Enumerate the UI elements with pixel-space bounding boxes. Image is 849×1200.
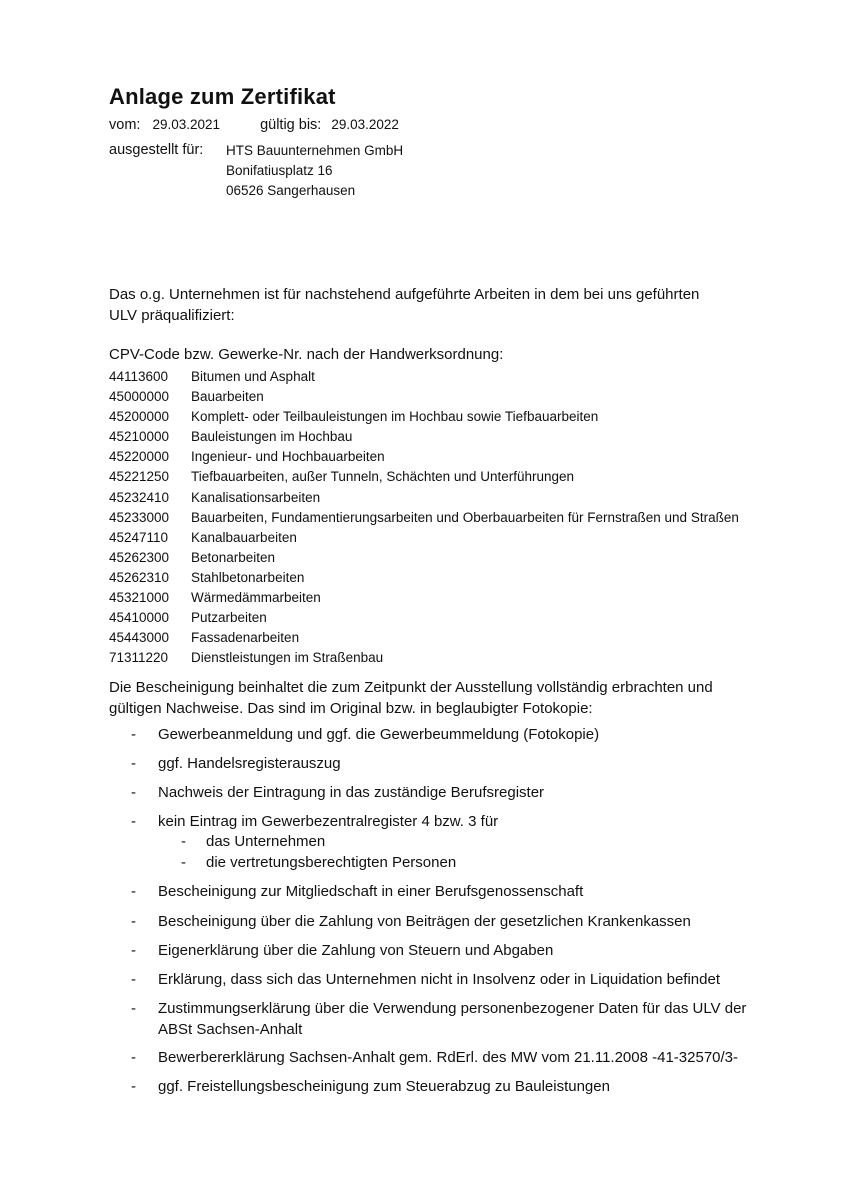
list-item-text: Bescheinigung zur Mitgliedschaft in einer Berufsgenossenschaft	[158, 883, 584, 900]
intro-paragraph: Das o.g. Unternehmen ist für nachstehend aufgeführte Arbeiten in dem bei uns geführten ULV präqualifiziert:	[109, 286, 700, 324]
issued-for-label: ausgestellt für:	[109, 142, 204, 158]
cpv-code: 45443000	[109, 630, 170, 646]
cpv-description: Komplett- oder Teilbauleistungen im Hochbau sowie Tiefbauarbeiten	[191, 409, 599, 425]
cpv-code: 45210000	[109, 429, 170, 445]
cpv-row	[109, 488, 789, 508]
cpv-code: 45220000	[109, 449, 170, 465]
dash-bullet: -	[131, 813, 136, 830]
cpv-description: Bitumen und Asphalt	[191, 369, 315, 384]
dash-bullet: -	[131, 971, 136, 988]
list-item-text: ggf. Handelsregisterauszug	[158, 755, 341, 772]
dash-bullet: -	[131, 942, 136, 959]
company-street: Bonifatiusplatz 16	[226, 163, 333, 178]
list-item-text: ggf. Freistellungsbescheinigung zum Steuerabzug zu Bauleistungen	[158, 1078, 610, 1095]
dash-bullet: -	[131, 1049, 136, 1066]
cpv-row	[109, 508, 789, 528]
dash-bullet: -	[131, 883, 136, 900]
dash-bullet: -	[131, 784, 136, 801]
dash-bullet: -	[131, 913, 136, 930]
cpv-description: Kanalisationsarbeiten	[191, 489, 321, 505]
cpv-description: Bauleistungen im Hochbau	[191, 429, 353, 445]
company-name: HTS Bauunternehmen GmbH	[226, 143, 404, 158]
from-date: 29.03.2021	[152, 117, 221, 132]
cpv-description: Putzarbeiten	[191, 610, 267, 626]
list-item-text: Bescheinigung über die Zahlung von Beiträgen der gesetzlichen Krankenkassen	[158, 913, 691, 930]
cpv-code: 45200000	[109, 409, 170, 425]
cpv-description: Betonarbeiten	[191, 549, 276, 565]
cpv-code: 45321000	[109, 590, 170, 606]
sub-list-item-text: das Unternehmen	[206, 833, 326, 850]
cpv-description: Wärmedämmarbeiten	[191, 590, 321, 606]
cpv-row	[109, 628, 789, 648]
cpv-code: 45262300	[109, 549, 170, 565]
list-item-text: kein Eintrag im Gewerbezentralregister 4 bzw. 3 für	[158, 813, 499, 830]
cpv-list	[109, 367, 789, 668]
list-item-text: Zustimmungserklärung über die Verwendung personenbezogener Daten für das ULV der ABSt Sachsen-Anhalt	[158, 1000, 747, 1038]
cpv-row	[109, 427, 789, 447]
cpv-code: 45247110	[109, 529, 169, 545]
cpv-description: Dienstleistungen im Straßenbau	[191, 650, 384, 666]
dash-bullet: -	[181, 833, 186, 850]
from-label: vom:	[109, 117, 141, 133]
cpv-code: 45232410	[109, 489, 170, 505]
cpv-code: 45000000	[109, 389, 170, 405]
dash-bullet: -	[131, 1000, 136, 1017]
dash-bullet: -	[131, 726, 136, 743]
cpv-heading: CPV-Code bzw. Gewerke-Nr. nach der Handwerksordnung:	[109, 346, 504, 363]
list-item-text: Nachweis der Eintragung in das zuständige Berufsregister	[158, 784, 545, 801]
list-item-text: Bewerbererklärung Sachsen-Anhalt gem. RdErl. des MW vom 21.11.2008 -41-32570/3-	[158, 1049, 739, 1066]
cpv-code: 44113600	[109, 369, 169, 384]
cpv-code: 45410000	[109, 610, 170, 626]
cpv-description: Tiefbauarbeiten, außer Tunneln, Schächten und Unterführungen	[191, 469, 575, 485]
dash-bullet: -	[181, 854, 186, 871]
cpv-row	[109, 387, 789, 407]
cpv-description: Stahlbetonarbeiten	[191, 569, 305, 585]
dash-bullet: -	[131, 755, 136, 772]
cpv-row	[109, 367, 789, 387]
validity-line	[109, 117, 399, 133]
cpv-description: Kanalbauarbeiten	[191, 529, 297, 545]
certificate-note: Die Bescheinigung beinhaltet die zum Zeitpunkt der Ausstellung vollständig erbrachten und gültigen Nachweise. Das sind im Original bzw. in beglaubigter Fotokopie:	[109, 679, 713, 717]
list-item-text: Gewerbeanmeldung und ggf. die Gewerbeummeldung (Fotokopie)	[158, 726, 600, 743]
cpv-code: 45221250	[109, 469, 170, 485]
cpv-row	[109, 588, 789, 608]
cpv-description: Fassadenarbeiten	[191, 630, 300, 646]
cpv-description: Bauarbeiten, Fundamentierungsarbeiten und Oberbauarbeiten für Fernstraßen und Straßen	[191, 509, 739, 525]
document-title: Anlage zum Zertifikat	[109, 84, 336, 109]
cpv-row	[109, 528, 789, 548]
valid-date: 29.03.2022	[331, 117, 399, 132]
cpv-code: 45233000	[109, 509, 170, 525]
cpv-row	[109, 608, 789, 628]
cpv-code: 71311220	[109, 650, 169, 666]
cpv-description: Bauarbeiten	[191, 389, 264, 405]
cpv-row	[109, 447, 789, 467]
cpv-code: 45262310	[109, 569, 170, 585]
dash-bullet: -	[131, 1078, 136, 1095]
cpv-row	[109, 467, 789, 487]
cpv-row	[109, 648, 789, 668]
company-city: 06526 Sangerhausen	[226, 183, 356, 198]
cpv-row	[109, 568, 789, 588]
cpv-row	[109, 407, 789, 427]
list-item-text: Erklärung, dass sich das Unternehmen nicht in Insolvenz oder in Liquidation befindet	[158, 971, 721, 988]
cpv-row	[109, 548, 789, 568]
sub-list-item-text: die vertretungsberechtigten Personen	[206, 854, 457, 871]
list-item-text: Eigenerklärung über die Zahlung von Steuern und Abgaben	[158, 942, 554, 959]
valid-label: gültig bis:	[260, 117, 322, 133]
cpv-description: Ingenieur- und Hochbauarbeiten	[191, 449, 385, 465]
